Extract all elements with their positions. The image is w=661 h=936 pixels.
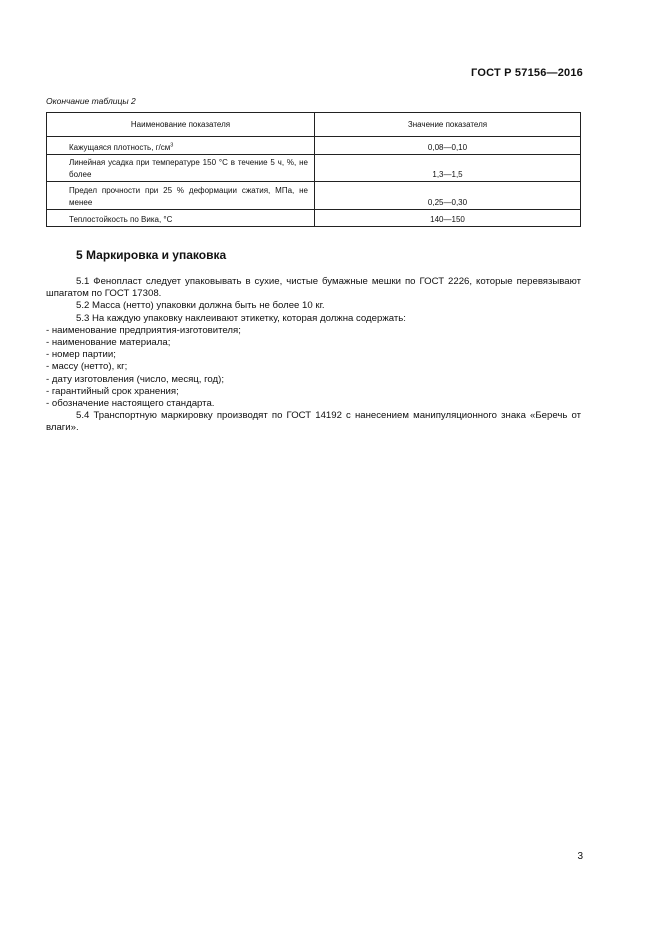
list-item: - наименование материала;: [46, 337, 171, 349]
property-name-text: Кажущаяся плотность, г/см: [69, 143, 171, 152]
column-header-name: Наименование показателя: [47, 113, 315, 137]
column-header-value: Значение показателя: [315, 113, 581, 137]
table-row: [47, 182, 581, 210]
section-body: [46, 276, 581, 435]
list-item: - номер партии;: [46, 349, 116, 361]
table-caption: Окончание таблицы 2: [46, 96, 136, 106]
property-name: Предел прочности при 25 % деформации сжатия, МПа, не менее: [47, 182, 315, 210]
property-value: 0,25—0,30: [315, 182, 581, 210]
unit-exponent: 3: [170, 142, 174, 149]
property-value: 1,3—1,5: [315, 155, 581, 182]
properties-table: [46, 112, 581, 227]
table-header-row: [47, 113, 581, 137]
paragraph-5-1: 5.1 Фенопласт следует упаковывать в сухие, чистые бумажные мешки по ГОСТ 2226, которые перевязывают шпагатом по ГОСТ 17308.: [46, 276, 581, 300]
paragraph-5-2: 5.2 Масса (нетто) упаковки должна быть не более 10 кг.: [76, 300, 325, 312]
document-header: ГОСТ Р 57156—2016: [471, 67, 583, 79]
table-row: [47, 210, 581, 227]
table-row: [47, 155, 581, 182]
property-name: Теплостойкость по Вика, °С: [47, 210, 315, 227]
section-title: 5 Маркировка и упаковка: [76, 248, 227, 262]
property-name: [47, 137, 315, 155]
paragraph-5-3: 5.3 На каждую упаковку наклеивают этикетку, которая должна содержать:: [76, 312, 406, 324]
paragraph-5-4: 5.4 Транспортную маркировку производят по ГОСТ 14192 с нанесением манипуляционного знака «Беречь от влаги».: [46, 410, 581, 434]
property-name: Линейная усадка при температуре 150 °С в течение 5 ч, %, не более: [47, 155, 315, 182]
list-item: - массу (нетто), кг;: [46, 361, 128, 373]
page-number: 3: [577, 851, 583, 862]
property-value: 0,08—0,10: [315, 137, 581, 155]
list-item: - дату изготовления (число, месяц, год);: [46, 373, 225, 385]
list-item: - гарантийный срок хранения;: [46, 385, 179, 397]
table-row: [47, 137, 581, 155]
list-item: - обозначение настоящего стандарта.: [46, 398, 215, 410]
list-item: - наименование предприятия-изготовителя;: [46, 324, 241, 336]
property-value: 140—150: [315, 210, 581, 227]
